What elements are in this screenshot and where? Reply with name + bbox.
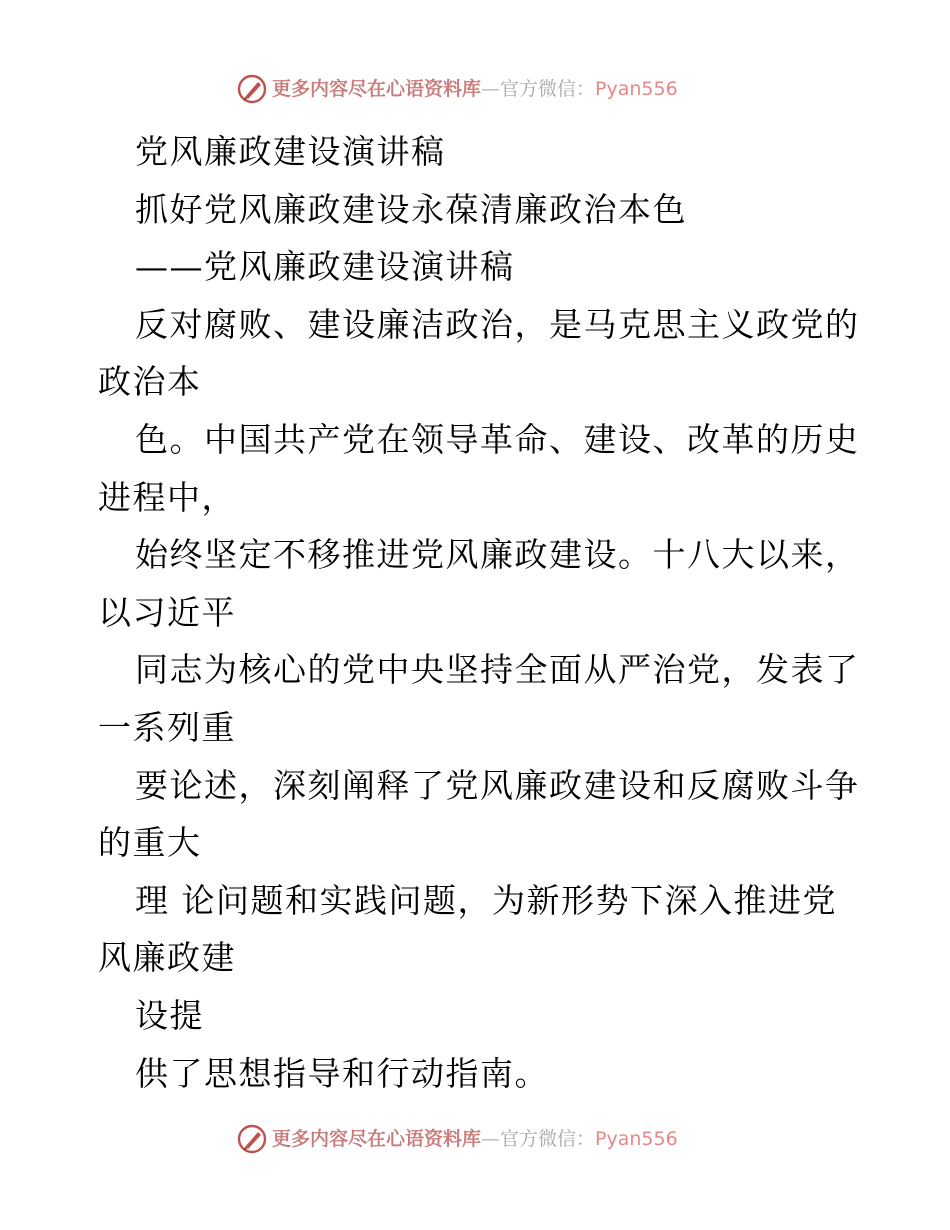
watermark-site-name: 更多内容尽在心语资料库 xyxy=(272,1128,482,1150)
pen-circle-logo-icon xyxy=(236,1123,268,1155)
paragraph-line: 色。中国共产党在领导革命、建设、改革的历史 xyxy=(135,419,860,459)
paragraph-line: 设提 xyxy=(135,995,204,1035)
doc-subtitle: 抓好党风廉政建设永葆清廉政治本色 xyxy=(135,189,687,229)
watermark-wechat-label: 官方微信： xyxy=(500,1128,596,1150)
watermark-dash: — xyxy=(481,1128,501,1150)
doc-subtitle-dash: ——党风廉政建设演讲稿 xyxy=(135,247,515,287)
paragraph-line: 以习近平 xyxy=(98,592,236,632)
watermark-dash: — xyxy=(481,78,501,100)
paragraph-line: 理 论问题和实践问题，为新形势下深入推进党 xyxy=(135,880,837,920)
footer-watermark xyxy=(236,1122,678,1156)
paragraph-line: 始终坚定不移推进党风廉政建设。十八大以来， xyxy=(135,535,860,575)
paragraph-line: 同志为核心的党中央坚持全面从严治党，发表了 xyxy=(135,650,860,690)
paragraph-line: 反对腐败、建设廉洁政治，是马克思主义政党的 xyxy=(135,304,860,344)
watermark-wechat-id: Pyan556 xyxy=(595,1128,678,1150)
header-watermark xyxy=(236,72,678,106)
paragraph-line: 要论述，深刻阐释了党风廉政建设和反腐败斗争 xyxy=(135,765,860,805)
document-body xyxy=(0,123,950,1102)
paragraph-line: 政治本 xyxy=(98,362,202,402)
paragraph-line: 的重大 xyxy=(98,823,202,863)
paragraph-line: 风廉政建 xyxy=(98,938,236,978)
doc-title: 党风廉政建设演讲稿 xyxy=(135,132,446,171)
paragraph-line: 一系列重 xyxy=(98,707,236,747)
pen-circle-logo-icon xyxy=(236,73,268,105)
watermark-site-name: 更多内容尽在心语资料库 xyxy=(272,78,482,100)
watermark-wechat-label: 官方微信： xyxy=(500,78,596,100)
paragraph-line: 供了思想指导和行动指南。 xyxy=(135,1053,549,1093)
watermark-wechat-id: Pyan556 xyxy=(595,78,678,100)
paragraph-line: 进程中， xyxy=(98,477,236,517)
